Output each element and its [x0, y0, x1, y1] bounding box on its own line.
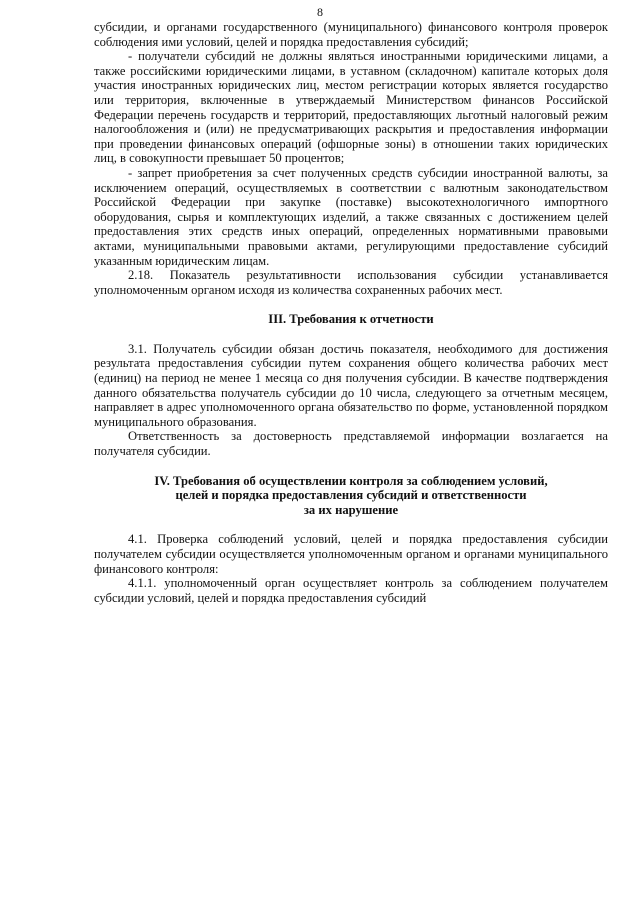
paragraph-responsibility: Ответственность за достоверность представляемой информации возлагается на получателя субсидии. — [94, 429, 608, 459]
paragraph-foreign-entities: - получатели субсидий не должны являться иностранными юридическими лицами, а также российскими юридическими лицами, в уставном (складочном) капитале которых доля участия иностранных юридических лиц, местом регистрации которых является государство или территория, включенные в утверждаемый Министерством финансов Российской Федерации перечень государств и территорий, предоставляющих льготный налоговый режим налогообложения и (или) не предусматривающих раскрытия и предоставления информации при проведении финансовых операций (офшорные зоны) в отношении таких юридических лиц, в совокупности превышает 50 процентов; — [94, 49, 608, 166]
document-body — [94, 20, 608, 605]
section-3-heading: III. Требования к отчетности — [268, 312, 434, 327]
section-4-heading-line3: за их нарушение — [303, 502, 399, 517]
paragraph-continuation: субсидии, и органами государственного (муниципального) финансового контроля проверок соблюдения ими условий, целей и порядка предоставления субсидий; — [94, 20, 608, 49]
paragraph-currency-ban: - запрет приобретения за счет полученных средств субсидии иностранной валюты, за исключением операций, осуществляемых в соответствии с валютным законодательством Российской Федерации при закупке (поставке) высокотехнологичного импортного оборудования, сырья и комплектующих изделий, а также связанных с достижением целей предоставления этих средств иных операций, определенных нормативными правовыми актами, муниципальными правовыми актами, регулирующими предоставление субсидий указанным юридическим лицам. — [94, 165, 608, 268]
page-number: 8 — [317, 5, 323, 19]
paragraph-2-18: 2.18. Показатель результативности использования субсидии устанавливается уполномоченным органом исходя из количества сохраненных рабочих мест. — [94, 268, 608, 297]
paragraph-3-1: 3.1. Получатель субсидии обязан достичь показателя, необходимого для достижения результата предоставления субсидии путем сохранения общего количества рабочих мест (единиц) на период не менее 1 месяца со дня получения субсидии. В качестве подтверждения данного обязательства получатель субсидии до 10 числа, следующего за отчетным месяцем, направляет в адрес уполномоченного органа обязательство по форме, установленной порядком муниципального образования. — [94, 341, 608, 429]
section-4-heading-line1: IV. Требования об осуществлении контроля за соблюдением условий, — [154, 473, 548, 488]
section-4-heading-line2: целей и порядка предоставления субсидий и ответственности — [175, 488, 527, 503]
paragraph-4-1: 4.1. Проверка соблюдений условий, целей и порядка предоставления субсидии получателем субсидии осуществляется уполномоченным органом и органами муниципального финансового контроля: — [94, 532, 608, 576]
paragraph-4-1-1: 4.1.1. уполномоченный орган осуществляет контроль за соблюдением получателем субсидии условий, целей и порядка предоставления субсидий — [94, 576, 608, 605]
